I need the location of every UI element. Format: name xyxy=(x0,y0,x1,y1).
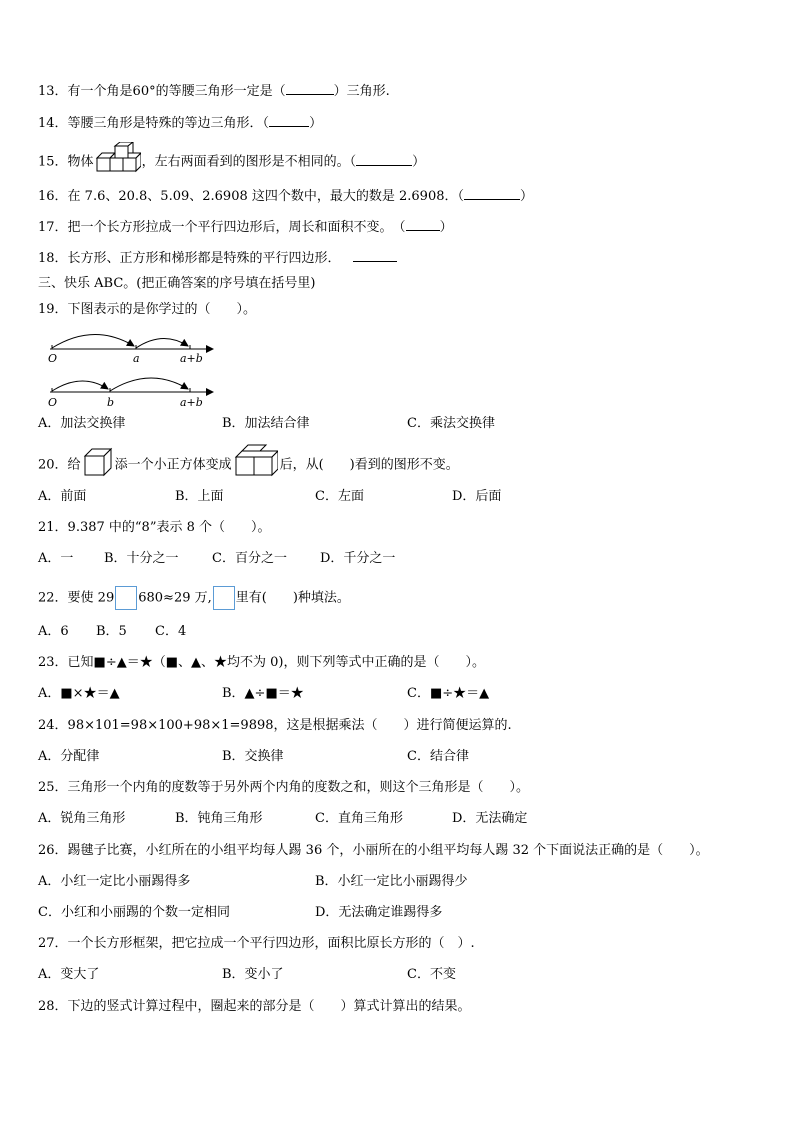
q23-option-c[interactable]: C．■÷★＝▲ xyxy=(407,686,490,701)
q21-option-a[interactable]: A．一 xyxy=(38,551,74,566)
question-22 xyxy=(38,586,350,610)
question-20 xyxy=(38,452,459,478)
q13-text-end: ）三角形. xyxy=(333,84,390,99)
q20-text-end: 后，从( )看到的图形不变。 xyxy=(279,457,459,473)
q26-option-c[interactable]: C．小红和小丽踢的个数一定相同 xyxy=(38,905,230,920)
label-o-2: O xyxy=(48,396,58,409)
q26-number: 26． xyxy=(38,843,68,858)
q22-text-mid: 680≈29 万, xyxy=(138,590,212,606)
q22-number: 22． xyxy=(38,590,68,606)
q23-text: 已知■÷▲＝★（■、▲、★均不为 0)，则下列等式中正确的是（ ）。 xyxy=(67,655,485,670)
two-cube-figure xyxy=(234,444,278,478)
q15-answer-blank[interactable] xyxy=(356,153,412,166)
label-ab-2: a+b xyxy=(180,396,203,409)
arc-b-2 xyxy=(52,381,108,391)
question-23 xyxy=(38,654,485,672)
question-13 xyxy=(38,82,390,101)
q19-option-c[interactable]: C．乘法交换律 xyxy=(407,416,495,431)
q21-text: 9.387 中的“8”表示 8 个（ ）。 xyxy=(67,520,271,535)
q15-text-end: ） xyxy=(412,154,426,170)
question-28 xyxy=(38,998,471,1016)
q20-number: 20． xyxy=(38,457,68,473)
q22-option-a[interactable]: A．6 xyxy=(38,624,69,639)
q23-number: 23． xyxy=(38,655,68,670)
q25-option-d[interactable]: D．无法确定 xyxy=(452,811,528,826)
q28-number: 28． xyxy=(38,999,68,1014)
number-line-diagrams xyxy=(38,322,278,412)
q28-text: 下边的竖式计算过程中，圈起来的部分是（ ）算式计算出的结果。 xyxy=(67,999,471,1014)
q20-option-d[interactable]: D．后面 xyxy=(452,489,502,504)
question-14 xyxy=(38,114,322,133)
q16-number: 16． xyxy=(38,189,68,204)
q19-text: 下图表示的是你学过的（ ）。 xyxy=(67,302,257,317)
q27-option-b[interactable]: B．变小了 xyxy=(222,967,284,982)
label-b-2: b xyxy=(107,396,115,409)
q14-number: 14． xyxy=(38,116,68,131)
question-19 xyxy=(38,301,256,319)
question-24 xyxy=(38,717,512,735)
q13-number: 13． xyxy=(38,84,68,99)
q19-number: 19． xyxy=(38,302,68,317)
q17-answer-blank[interactable] xyxy=(406,218,440,231)
q18-text: 长方形、正方形和梯形都是特殊的平行四边形． xyxy=(67,251,341,266)
arc-a-1 xyxy=(52,334,134,348)
q25-option-b[interactable]: B．钝角三角形 xyxy=(175,811,263,826)
q22-digit-box-1[interactable] xyxy=(115,586,137,610)
q16-answer-blank[interactable] xyxy=(464,187,520,200)
q25-option-c[interactable]: C．直角三角形 xyxy=(315,811,403,826)
q15-text-mid: ，左右两面看到的图形是不相同的。（ xyxy=(141,154,357,170)
q22-text-end: 里有( )种填法。 xyxy=(235,590,350,606)
q18-answer-blank[interactable] xyxy=(353,249,397,262)
q13-answer-blank[interactable] xyxy=(286,82,334,95)
q21-option-c[interactable]: C．百分之一 xyxy=(212,551,287,566)
q20-option-c[interactable]: C．左面 xyxy=(315,489,364,504)
q15-number: 15． xyxy=(38,154,68,170)
label-o-1: O xyxy=(48,352,58,365)
question-15 xyxy=(38,150,425,174)
section-heading: 三、快乐 ABC。(把正确答案的序号填在括号里) xyxy=(38,276,316,291)
question-17 xyxy=(38,218,453,237)
q20-option-a[interactable]: A．前面 xyxy=(38,489,87,504)
q16-text: 在 7.6、20.8、5.09、2.6908 这四个数中，最大的数是 2.6908．（ xyxy=(67,189,464,204)
question-27 xyxy=(38,935,475,953)
q17-number: 17． xyxy=(38,220,68,235)
q27-option-c[interactable]: C．不变 xyxy=(407,967,456,982)
q20-text-mid: 添一个小正方体变成 xyxy=(114,457,232,473)
q18-number: 18． xyxy=(38,251,68,266)
q26-option-d[interactable]: D．无法确定谁踢得多 xyxy=(315,905,443,920)
question-18 xyxy=(38,249,397,268)
q20-option-b[interactable]: B．上面 xyxy=(175,489,224,504)
q14-text: 等腰三角形是特殊的等边三角形．（ xyxy=(67,116,270,131)
q22-text: 要使 29 xyxy=(67,590,115,606)
q17-text-end: ） xyxy=(439,220,453,235)
label-ab-1: a+b xyxy=(180,352,203,365)
q22-option-c[interactable]: C．4 xyxy=(155,624,187,639)
q22-option-b[interactable]: B．5 xyxy=(96,624,127,639)
q27-text: 一个长方形框架，把它拉成一个平行四边形，面积比原长方形的（ ）. xyxy=(67,936,475,951)
q14-answer-blank[interactable] xyxy=(269,114,309,127)
question-25 xyxy=(38,779,529,797)
cube-stack-figure xyxy=(95,142,141,174)
question-21 xyxy=(38,519,271,537)
q19-option-b[interactable]: B．加法结合律 xyxy=(222,416,310,431)
q20-text: 给 xyxy=(67,457,81,473)
q27-option-a[interactable]: A．变大了 xyxy=(38,967,100,982)
q19-option-a[interactable]: A．加法交换律 xyxy=(38,416,126,431)
q21-number: 21． xyxy=(38,520,68,535)
q26-option-b[interactable]: B．小红一定比小丽踢得少 xyxy=(315,874,468,889)
q24-option-a[interactable]: A．分配律 xyxy=(38,749,100,764)
arc-a-2 xyxy=(110,378,188,391)
arc-b-1 xyxy=(136,338,188,348)
q21-option-d[interactable]: D．千分之一 xyxy=(320,551,396,566)
q16-text-end: ） xyxy=(519,189,533,204)
q14-text-end: ） xyxy=(309,116,323,131)
q25-text: 三角形一个内角的度数等于另外两个内角的度数之和，则这个三角形是（ ）。 xyxy=(67,780,530,795)
q27-number: 27． xyxy=(38,936,68,951)
q24-option-b[interactable]: B．交换律 xyxy=(222,749,284,764)
question-16 xyxy=(38,187,533,206)
q26-option-a[interactable]: A．小红一定比小丽踢得多 xyxy=(38,874,191,889)
q22-digit-box-2[interactable] xyxy=(213,586,235,610)
q25-number: 25． xyxy=(38,780,68,795)
q23-option-b[interactable]: B．▲÷■＝★ xyxy=(222,686,304,701)
question-26 xyxy=(38,842,709,860)
q21-option-b[interactable]: B．十分之一 xyxy=(104,551,179,566)
q15-text: 物体 xyxy=(67,154,94,170)
q24-text: 98×101=98×100+98×1=9898，这是根据乘法（ ）进行简便运算的. xyxy=(67,718,512,733)
label-a-1: a xyxy=(133,352,140,365)
q26-text: 踢毽子比赛，小红所在的小组平均每人踢 36 个，小丽所在的小组平均每人踢 32 个下面说法正确的是（ ）。 xyxy=(67,843,709,858)
q23-option-a[interactable]: A．■×★＝▲ xyxy=(38,686,120,701)
q13-text: 有一个角是60°的等腰三角形一定是（ xyxy=(67,84,286,99)
single-cube-figure xyxy=(83,447,113,477)
q24-number: 24． xyxy=(38,718,68,733)
q17-text: 把一个长方形拉成一个平行四边形后，周长和面积不变。 （ xyxy=(67,220,406,235)
q24-option-c[interactable]: C．结合律 xyxy=(407,749,469,764)
q25-option-a[interactable]: A．锐角三角形 xyxy=(38,811,126,826)
